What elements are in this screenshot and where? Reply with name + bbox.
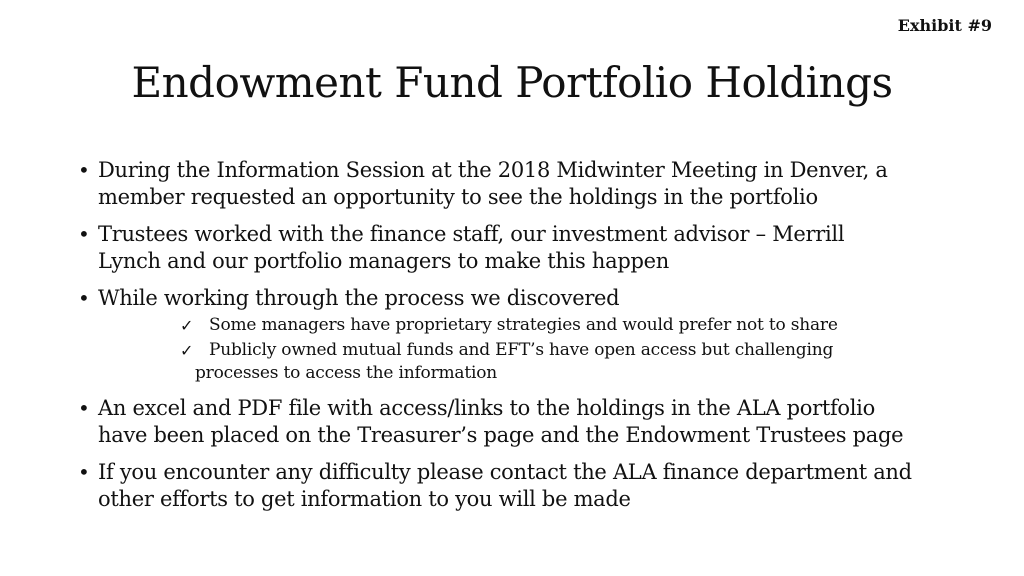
bullet-text-line: During the Information Session at the 2018 Midwinter Meeting in Denver, a bbox=[98, 158, 888, 182]
sub-bullet-text: Publicly owned mutual funds and EFT’s have open access but challenging bbox=[209, 340, 834, 360]
bullet-item bbox=[76, 221, 976, 275]
bullet-item bbox=[76, 459, 976, 513]
bullet-dot-icon: • bbox=[78, 222, 90, 246]
bullet-dot-icon: • bbox=[78, 460, 90, 484]
checkmark-icon: ✓ bbox=[180, 341, 194, 360]
sub-bullet-item bbox=[98, 339, 976, 385]
bullet-dot-icon: • bbox=[78, 158, 90, 182]
exhibit-label: Exhibit #9 bbox=[897, 16, 992, 35]
bullet-item bbox=[76, 157, 976, 211]
bullet-text-line: An excel and PDF file with access/links to the holdings in the ALA portfolio bbox=[98, 396, 875, 420]
sub-bullet-list bbox=[98, 314, 976, 385]
bullet-text-line: have been placed on the Treasurer’s page and the Endowment Trustees page bbox=[98, 423, 904, 447]
bullet-list bbox=[76, 157, 976, 523]
bullet-text-line: While working through the process we discovered bbox=[98, 286, 620, 310]
checkmark-icon: ✓ bbox=[180, 316, 194, 335]
sub-bullet-text: Some managers have proprietary strategies and would prefer not to share bbox=[209, 315, 838, 335]
bullet-text-line: other efforts to get information to you will be made bbox=[98, 487, 631, 511]
bullet-text-line: Trustees worked with the finance staff, our investment advisor – Merrill bbox=[98, 222, 845, 246]
sub-bullet-text: processes to access the information bbox=[195, 363, 498, 383]
sub-bullet-item bbox=[98, 314, 976, 337]
bullet-item bbox=[76, 285, 976, 385]
slide-title: Endowment Fund Portfolio Holdings bbox=[131, 58, 893, 107]
bullet-text-line: Lynch and our portfolio managers to make this happen bbox=[98, 249, 669, 273]
bullet-text-line: If you encounter any difficulty please contact the ALA finance department and bbox=[98, 460, 912, 484]
bullet-item bbox=[76, 395, 976, 449]
bullet-dot-icon: • bbox=[78, 396, 90, 420]
bullet-dot-icon: • bbox=[78, 286, 90, 310]
bullet-text-line: member requested an opportunity to see the holdings in the portfolio bbox=[98, 185, 818, 209]
